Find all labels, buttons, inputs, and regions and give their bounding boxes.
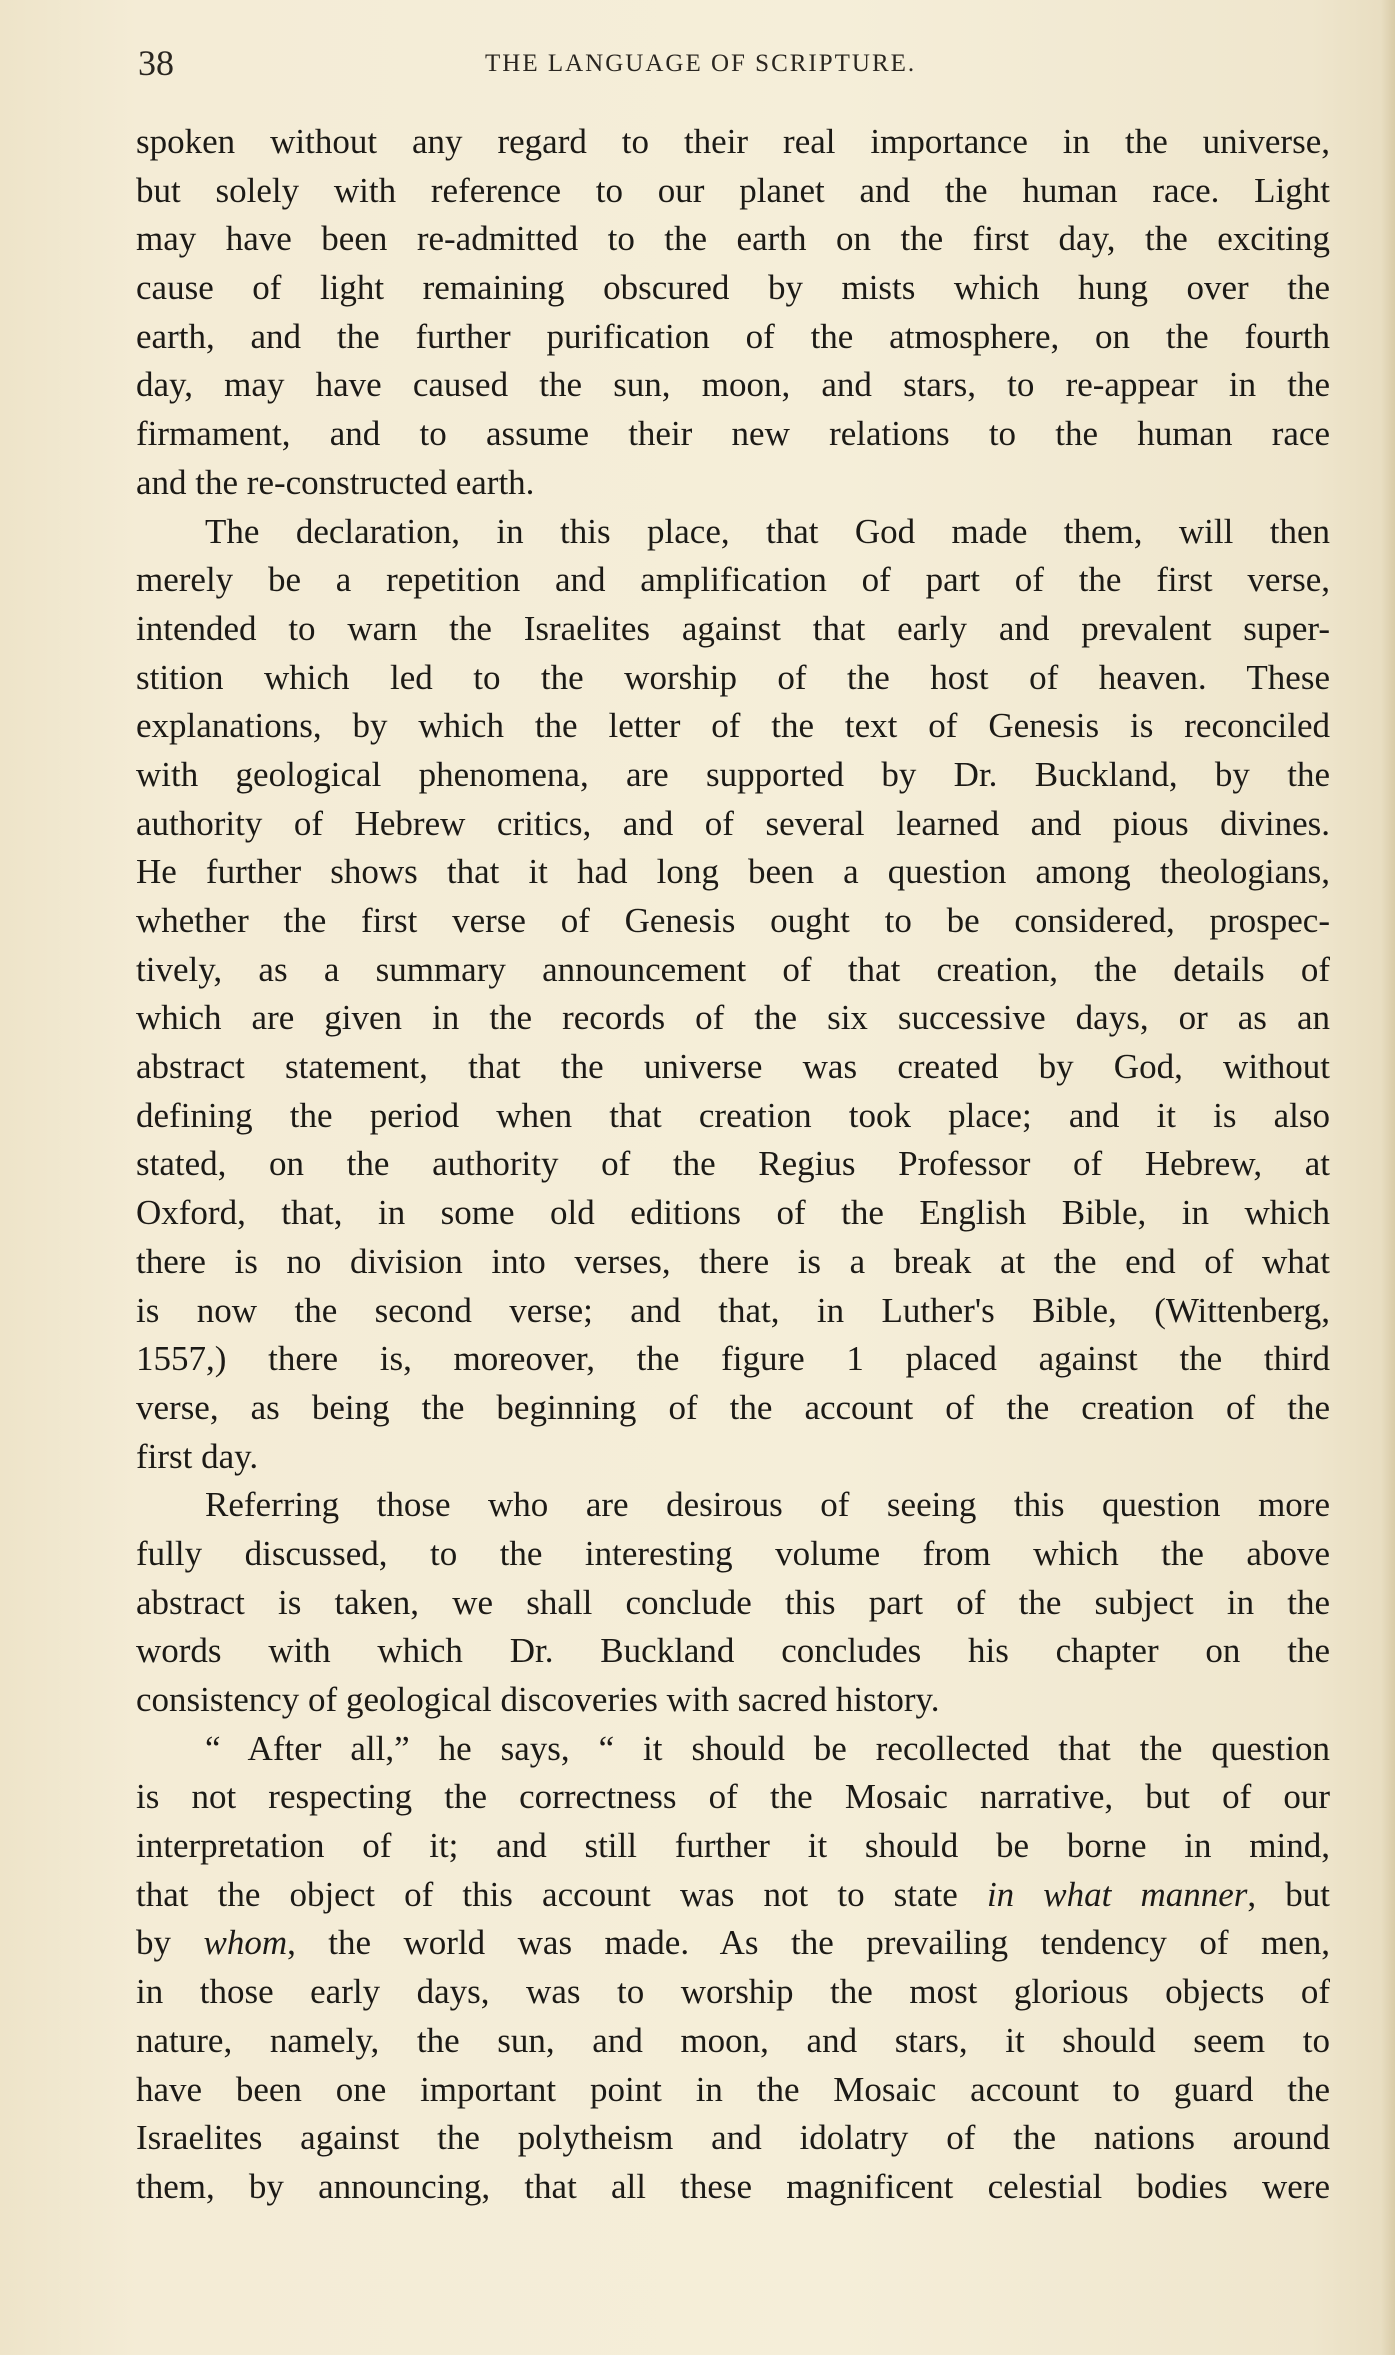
text-line: consistency of geological discoveries with sacred history.	[136, 1680, 940, 1719]
text-span: , but	[1247, 1874, 1330, 1914]
text-line: intended to warn the Israelites against that early and prevalent super-	[136, 608, 1330, 648]
page-number: 38	[138, 43, 174, 83]
text-span: by	[136, 1923, 204, 1963]
text-line: explanations, by which the letter of the text of Genesis is reconciled	[136, 706, 1330, 746]
text-line: them, by announcing, that all these magnificent celestial bodies were	[136, 2166, 1330, 2206]
text-line: abstract statement, that the universe was created by God, without	[136, 1047, 1330, 1087]
text-line: is not respecting the correctness of the Mosaic narrative, but of our	[136, 1777, 1330, 1817]
paragraph-start: “ After all,” he says, “ it should be recollected that the question	[205, 1728, 1330, 1768]
text-line: nature, namely, the sun, and moon, and stars, it should seem to	[136, 2020, 1330, 2060]
text-line: fully discussed, to the interesting volume from which the above	[136, 1533, 1330, 1573]
text-line: interpretation of it; and still further it should be borne in mind,	[136, 1826, 1330, 1866]
text-line: Israelites against the polytheism and idolatry of the nations around	[136, 2118, 1330, 2158]
text-line: verse, as being the beginning of the account of the creation of the	[136, 1387, 1330, 1427]
page-edge-shadow	[1381, 0, 1395, 2355]
text-line: which are given in the records of the six successive days, or as an	[136, 998, 1330, 1038]
text-line: whether the first verse of Genesis ought to be considered, prospec-	[136, 901, 1330, 940]
text-line: but solely with reference to our planet and the human race. Light	[136, 170, 1330, 210]
text-line: stition which led to the worship of the host of heaven. These	[136, 657, 1330, 697]
text-line: He further shows that it had long been a question among theologians,	[136, 852, 1330, 892]
text-span: , the world was made. As the prevailing tendency of men,	[287, 1923, 1330, 1963]
text-line: merely be a repetition and amplification of part of the first verse,	[136, 560, 1330, 600]
text-line: day, may have caused the sun, moon, and stars, to re-appear in the	[136, 365, 1330, 405]
text-line: 1557,) there is, moreover, the figure 1 placed against the third	[136, 1339, 1330, 1379]
text-line: stated, on the authority of the Regius Professor of Hebrew, at	[136, 1144, 1330, 1184]
text-line: defining the period when that creation took place; and it is also	[136, 1095, 1330, 1135]
paragraph-start: Referring those who are desirous of seeing this question more	[205, 1485, 1330, 1525]
italic-word: whom	[203, 1923, 288, 1963]
text-line: spoken without any regard to their real importance in the universe,	[136, 122, 1330, 161]
text-line: and the re-constructed earth.	[136, 462, 535, 502]
body-text	[136, 118, 1330, 2212]
text-line: abstract is taken, we shall conclude this part of the subject in the	[136, 1582, 1330, 1622]
text-line: tively, as a summary announcement of that creation, the details of	[136, 949, 1330, 989]
text-line: may have been re-admitted to the earth on the first day, the exciting	[136, 219, 1330, 259]
text-line: Oxford, that, in some old editions of the English Bible, in which	[136, 1193, 1330, 1233]
text-line: have been one important point in the Mosaic account to guard the	[136, 2069, 1330, 2109]
text-line: earth, and the further purification of the atmosphere, on the fourth	[136, 316, 1330, 356]
text-line: is now the second verse; and that, in Luther's Bible, (Wittenberg,	[136, 1290, 1330, 1330]
text-line-with-italic	[136, 1871, 1330, 1920]
text-line: cause of light remaining obscured by mists which hung over the	[136, 268, 1330, 308]
text-line: with geological phenomena, are supported by Dr. Buckland, by the	[136, 754, 1330, 794]
text-line: authority of Hebrew critics, and of several learned and pious divines.	[136, 803, 1330, 843]
text-line: first day.	[136, 1436, 259, 1476]
text-line-with-italic	[136, 1919, 1330, 1968]
text-line: in those early days, was to worship the most glorious objects of	[136, 1972, 1330, 2012]
paragraph-start: The declaration, in this place, that God made them, will then	[205, 511, 1330, 551]
text-span: that the object of this account was not to state	[136, 1874, 987, 1914]
text-line: words with which Dr. Buckland concludes his chapter on the	[136, 1631, 1330, 1671]
text-line: there is no division into verses, there is a break at the end of what	[136, 1241, 1330, 1281]
italic-phrase: in what manner	[986, 1874, 1248, 1914]
running-head: THE LANGUAGE OF SCRIPTURE.	[485, 50, 917, 77]
text-line: firmament, and to assume their new relations to the human race	[136, 414, 1330, 454]
